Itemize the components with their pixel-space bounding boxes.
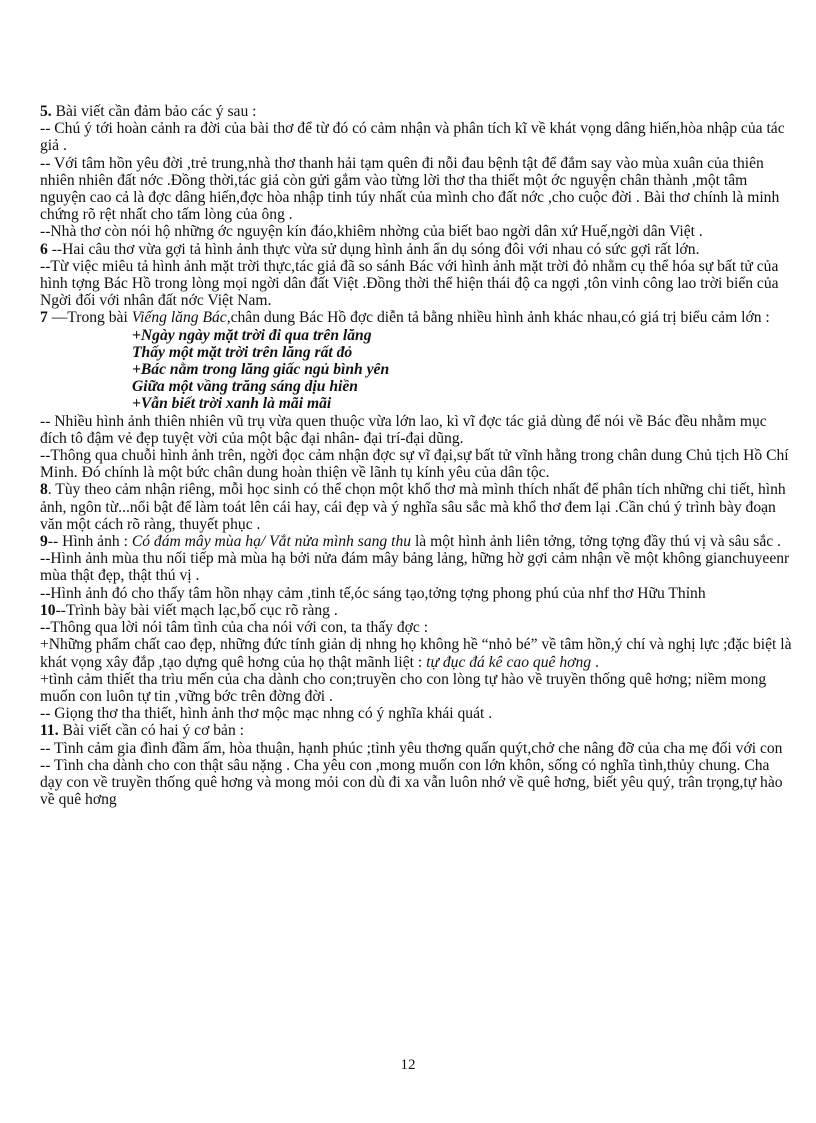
poem-line: +Bác nằm trong lăng giấc ngủ bình yên xyxy=(132,361,390,379)
section-9-heading: 9-- Hình ảnh : Có đám mây mùa hạ/ Vắt nửa mình sang thu là một hình ảnh liên tởng, tởng tợng đầy thú vị và sâu sắc . xyxy=(40,533,781,551)
poem-quote: tự đục đá kê cao quê hơng xyxy=(426,653,592,671)
section-5-para-3: --Nhà thơ còn nói hộ những ớc nguyện kín đáo,khiêm nhờng của biết bao ngời dân xứ Huế,ngời dân Việt . xyxy=(40,223,703,241)
poem-line: Giữa một vầng trăng sáng dịu hiền xyxy=(132,378,358,396)
section-7-para-1: -- Nhiều hình ảnh thiên nhiên vũ trụ vừa quen thuộc vừa lớn lao, kì vĩ đợc tác giả dùng để nói về Bác đều nhằm mục đích tô đậm vẻ đẹp tuyệt vời của một bậc đại nhân- đại trí-đại dũng. xyxy=(40,412,767,447)
poem-excerpt xyxy=(132,327,792,413)
section-10-para-1: --Thông qua lời nói tâm tình của cha nói với con, ta thấy đợc : xyxy=(40,619,429,637)
poem-line: Thấy một mặt trời trên lăng rất đỏ xyxy=(132,343,353,361)
page-number: 12 xyxy=(400,1057,416,1073)
section-5-para-2: -- Với tâm hồn yêu đời ,trẻ trung,nhà thơ thanh hải tạm quên đi nỗi đau bệnh tật để đắm say vào mùa xuân của thiên nhiên nhiên đất nớc .Đồng thời,tác giả còn gửi gắm vào từng lời thơ tha thiết một ớc nguyện chân thành ,một tâm nguyện cao cả là đợc dâng hiến,đợc hòa nhập tinh túy nhất của mình cho đất nớc ,cho cuộc đời . Bài thơ chính là minh chứng rõ rệt nhất cho tấm lòng của ông . xyxy=(40,154,780,224)
section-8-para: 8. Tùy theo cảm nhận riêng, mỗi học sinh có thể chọn một khổ thơ mà mình thích nhất để phân tích những chi tiết, hình ảnh, ngôn từ...nổi bật để làm toát lên cái hay, cái đẹp và ý nghĩa sâu sắc mà khổ thơ đem lại .Cần chú ý trình bày đoạn văn một cách rõ ràng, thuyết phục . xyxy=(40,481,786,533)
section-11-number: 11. xyxy=(40,722,59,740)
section-9-para-2: --Hình ảnh đó cho thấy tâm hồn nhạy cảm ,tinh tế,óc sáng tạo,tởng tợng phong phú của nhf thơ Hữu Thỉnh xyxy=(40,584,706,602)
poem-line: +Vẫn biết trời xanh là mãi mãi xyxy=(132,395,332,413)
poem-quote: Có đám mây mùa hạ/ Vắt nửa mình sang thu xyxy=(131,533,412,551)
section-10-para-4: -- Giọng thơ tha thiết, hình ảnh thơ mộc mạc nhng có ý nghĩa khái quát . xyxy=(40,705,493,723)
section-7-number: 7 xyxy=(40,309,48,327)
section-7-para-2: --Thông qua chuỗi hình ảnh trên, ngời đọc cảm nhận đợc sự vĩ đại,sự bất tử vĩnh hằng trong chân dung Chủ tịch Hồ Chí Minh. Đó chính là một bức chân dung hoàn thiện về lãnh tụ kính yêu của dân tộc. xyxy=(40,447,789,482)
section-9-para-1: --Hình ảnh mùa thu nối tiếp mà mùa hạ bởi nửa đám mây bảng lảng, hững hờ gợi cảm nhận về một không gianchuyeenr mùa thật đẹp, thật thú vị . xyxy=(40,550,790,585)
poem-line: +Ngày ngày mặt trời đi qua trên lăng xyxy=(132,326,372,344)
section-11-para-2: -- Tình cha dành cho con thật sâu nặng . Cha yêu con ,mong muốn con lớn khôn, sống có nghĩa tình,thủy chung. Cha dạy con về truyền thống quê hơng và mong mỏi con dù đi xa vẫn luôn nhớ về quê hơng, biết yêu quý, trân trọng,tự hào về quê hơng xyxy=(40,756,783,809)
section-5-number: 5. xyxy=(40,103,52,120)
section-7-heading: 7 —Trong bài Viếng lăng Bác,chân dung Bác Hồ đợc diễn tả bằng nhiều hình ảnh khác nhau,có giá trị biểu cảm lớn : xyxy=(40,309,770,327)
poem-title: Viếng lăng Bác xyxy=(131,309,227,327)
section-6-para-1: --Từ việc miêu tả hình ảnh mặt trời thực,tác giả đã so sánh Bác với hình ảnh mặt trời đỏ nhằm cụ thể hóa sự bất tử của hình tợng Bác Hồ trong lòng mọi ngời dân đất Việt .Đồng thời thể hiện thái độ ca ngợi ,tôn vinh công lao trời biển của Ngời đối với nhân đất nớc Việt Nam. xyxy=(40,257,779,310)
section-9-number: 9 xyxy=(40,533,48,551)
section-6-number: 6 xyxy=(40,240,48,258)
section-10-number: 10 xyxy=(40,601,56,619)
section-10-heading: 10--Trình bày bài viết mạch lạc,bố cục rõ ràng . xyxy=(40,601,338,619)
section-10-para-3: +tình cảm thiết tha trìu mến của cha dành cho con;truyền cho con lòng tự hào về truyền thống quê hơng; niềm mong muốn con luôn tự tin ,vững bớc trên đờng đời . xyxy=(40,670,767,705)
answer-content xyxy=(40,103,792,808)
section-10-para-2: +Những phẩm chất cao đẹp, những đức tính giản dị nhng họ không hề “nhỏ bé” về tâm hồn,ý chí và nghị lực ;đặc biệt là khát vọng xây đắp ,tạo dựng quê hơng của họ thật mãnh liệt : tự đục đá kê cao quê hơng . xyxy=(40,636,792,671)
section-5-heading: 5. Bài viết cần đảm bảo các ý sau : xyxy=(40,103,257,120)
section-11-para-1: -- Tình cảm gia đình đầm ấm, hòa thuận, hạnh phúc ;tình yêu thơng quấn quýt,chở che nâng đỡ của cha mẹ đối với con xyxy=(40,739,783,757)
section-8-number: 8 xyxy=(40,481,48,499)
section-5-para-1: -- Chú ý tới hoàn cảnh ra đời của bài thơ để từ đó có cảm nhận và phân tích kĩ về khát vọng dâng hiến,hòa nhập của tác giả . xyxy=(40,120,785,155)
section-11-heading: 11. Bài viết cần có hai ý cơ bản : xyxy=(40,722,244,740)
section-6-heading: 6 --Hai câu thơ vừa gợi tả hình ảnh thực vừa sử dụng hình ảnh ẩn dụ sóng đôi với nhau có sức gợi rất lớn. xyxy=(40,240,700,258)
